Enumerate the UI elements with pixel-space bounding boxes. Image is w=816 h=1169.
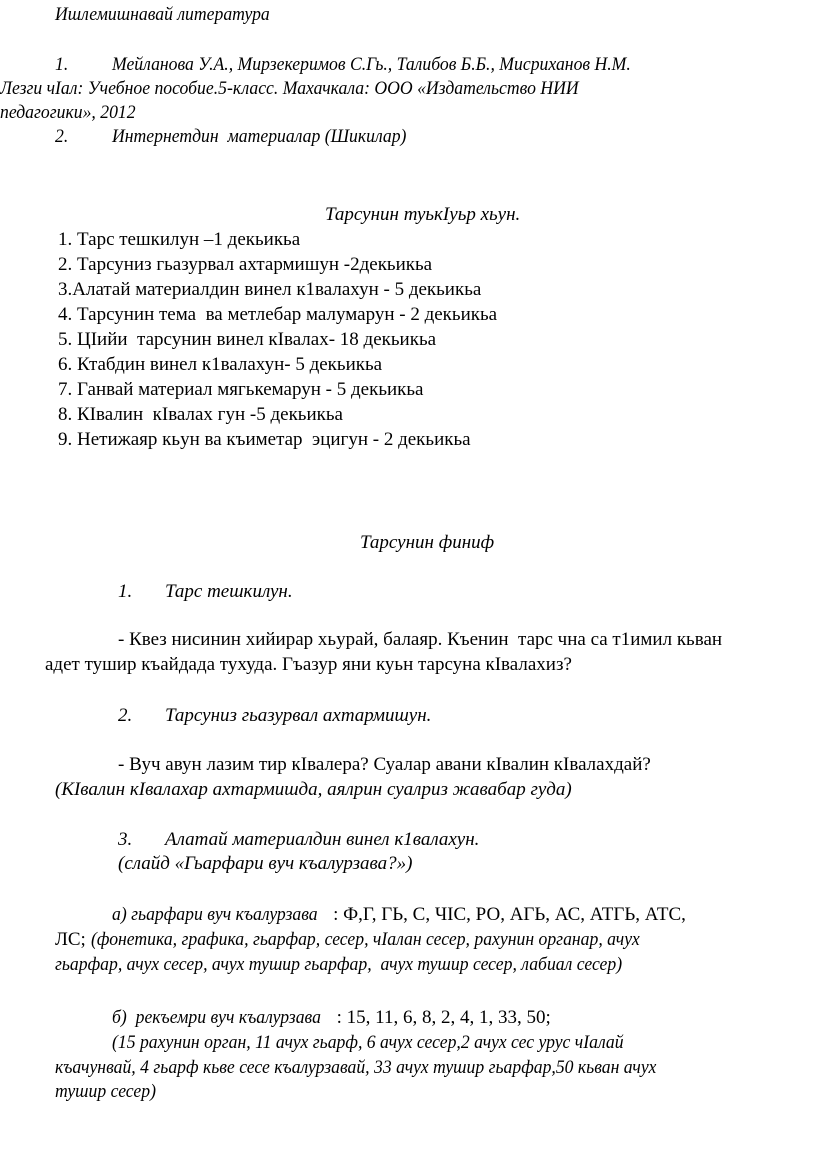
item-b-line-1 [112,1006,551,1030]
reference-1-line-1: Мейланова У.А., Мирзекеримов С.Гь., Талибов Б.Б., Мисриханов Н.М. [112,54,631,75]
structure-title: Тарсунин туькIуьр хьун. [325,204,521,225]
section-1-line-1: - Квез нисинин хийирар хьурай, балаяр. Къенин тарс чна са т1имил кьван [118,629,723,650]
item-a-line-1 [112,903,686,927]
section-2-line-2: (КIвалин кIвалахар ахтармишда, аялрин суалриз жавабар гуда) [55,779,572,800]
section-2-line-1: - Вуч авун лазим тир кIвалера? Суалар авани кIвалин кIвалахдай? [118,754,651,775]
reference-2-number: 2. [55,126,69,147]
references-title: Ишлемишнавай литература [55,4,270,25]
structure-item: 7. Ганвай материал мягькемарун - 5 декьикьа [58,379,424,400]
section-3-slide: (слайд «Гьарфари вуч къалурзава?») [118,853,413,874]
structure-item: 8. КIвалин кIвалах гун -5 декьикьа [58,404,343,425]
item-a-line-2-regular: ЛС; [55,929,91,950]
reference-1-number: 1. [55,54,69,75]
section-2-number: 2. [118,705,133,726]
section-2-title: Тарсуниз гьазурвал ахтармишун. [165,705,432,726]
structure-item: 1. Тарс тешкилун –1 декьикьа [58,229,301,250]
reference-1-line-3: педагогики», 2012 [0,102,136,123]
structure-item: 6. Ктабдин винел к1валахун- 5 декьикьа [58,354,383,375]
lesson-title: Тарсунин финиф [360,532,495,553]
structure-item: 5. ЦIийи тарсунин винел кIвалах- 18 декьикьа [58,329,437,350]
item-a-values: : Ф,Г, ГЬ, С, ЧIС, РО, АГЬ, АС, АТГЬ, АТС, [333,904,686,925]
section-1-number: 1. [118,581,133,602]
item-b-line-3: къачунвай, 4 гьарф кьве сесе къалурзавай, 33 ачух тушир гьарфар,50 кьван ачух [55,1057,657,1078]
structure-item: 2. Тарсуниз гьазурвал ахтармишун -2декьикьа [58,254,433,275]
item-a-line-3: гьарфар, ачух сесер, ачух тушир гьарфар, ачух тушир сесер, лабиал сесер) [55,954,623,975]
item-b-line-2: (15 рахунин орган, 11 ачух гьарф, 6 ачух сесер,2 ачух сес урус чIалай [112,1032,624,1053]
section-1-title: Тарс тешкилун. [165,581,293,602]
reference-2-text: Интернетдин материалар (Шикилар) [112,126,407,147]
item-b-values: : 15, 11, 6, 8, 2, 4, 1, 33, 50; [336,1007,551,1028]
item-a-label: а) гьарфари вуч къалурзава [112,904,318,925]
section-3-number: 3. [118,829,133,850]
item-b-line-4: тушир сесер) [55,1081,156,1102]
item-a-line-2-italic: (фонетика, графика, гьарфар, сесер, чIалан сесер, рахунин органар, ачух [90,929,640,950]
section-3-title: Алатай материалдин винел к1валахун. [165,829,480,850]
reference-1-line-2: Лезги чIал: Учебное пособие.5-класс. Махачкала: ООО «Издательство НИИ [0,78,579,99]
item-a-line-2 [55,928,681,952]
structure-item: 3.Алатай материалдин винел к1валахун - 5 декьикьа [58,279,482,300]
item-b-label: б) рекъемри вуч къалурзава [112,1007,321,1028]
structure-item: 9. Нетижаяр кьун ва къиметар эцигун - 2 декьикьа [58,429,471,450]
structure-item: 4. Тарсунин тема ва метлебар малумарун - 2 декьикьа [58,304,498,325]
section-1-line-2: адет тушир къайдада тухуда. Гъазур яни куьн тарсуна кIвалахиз? [45,654,572,675]
